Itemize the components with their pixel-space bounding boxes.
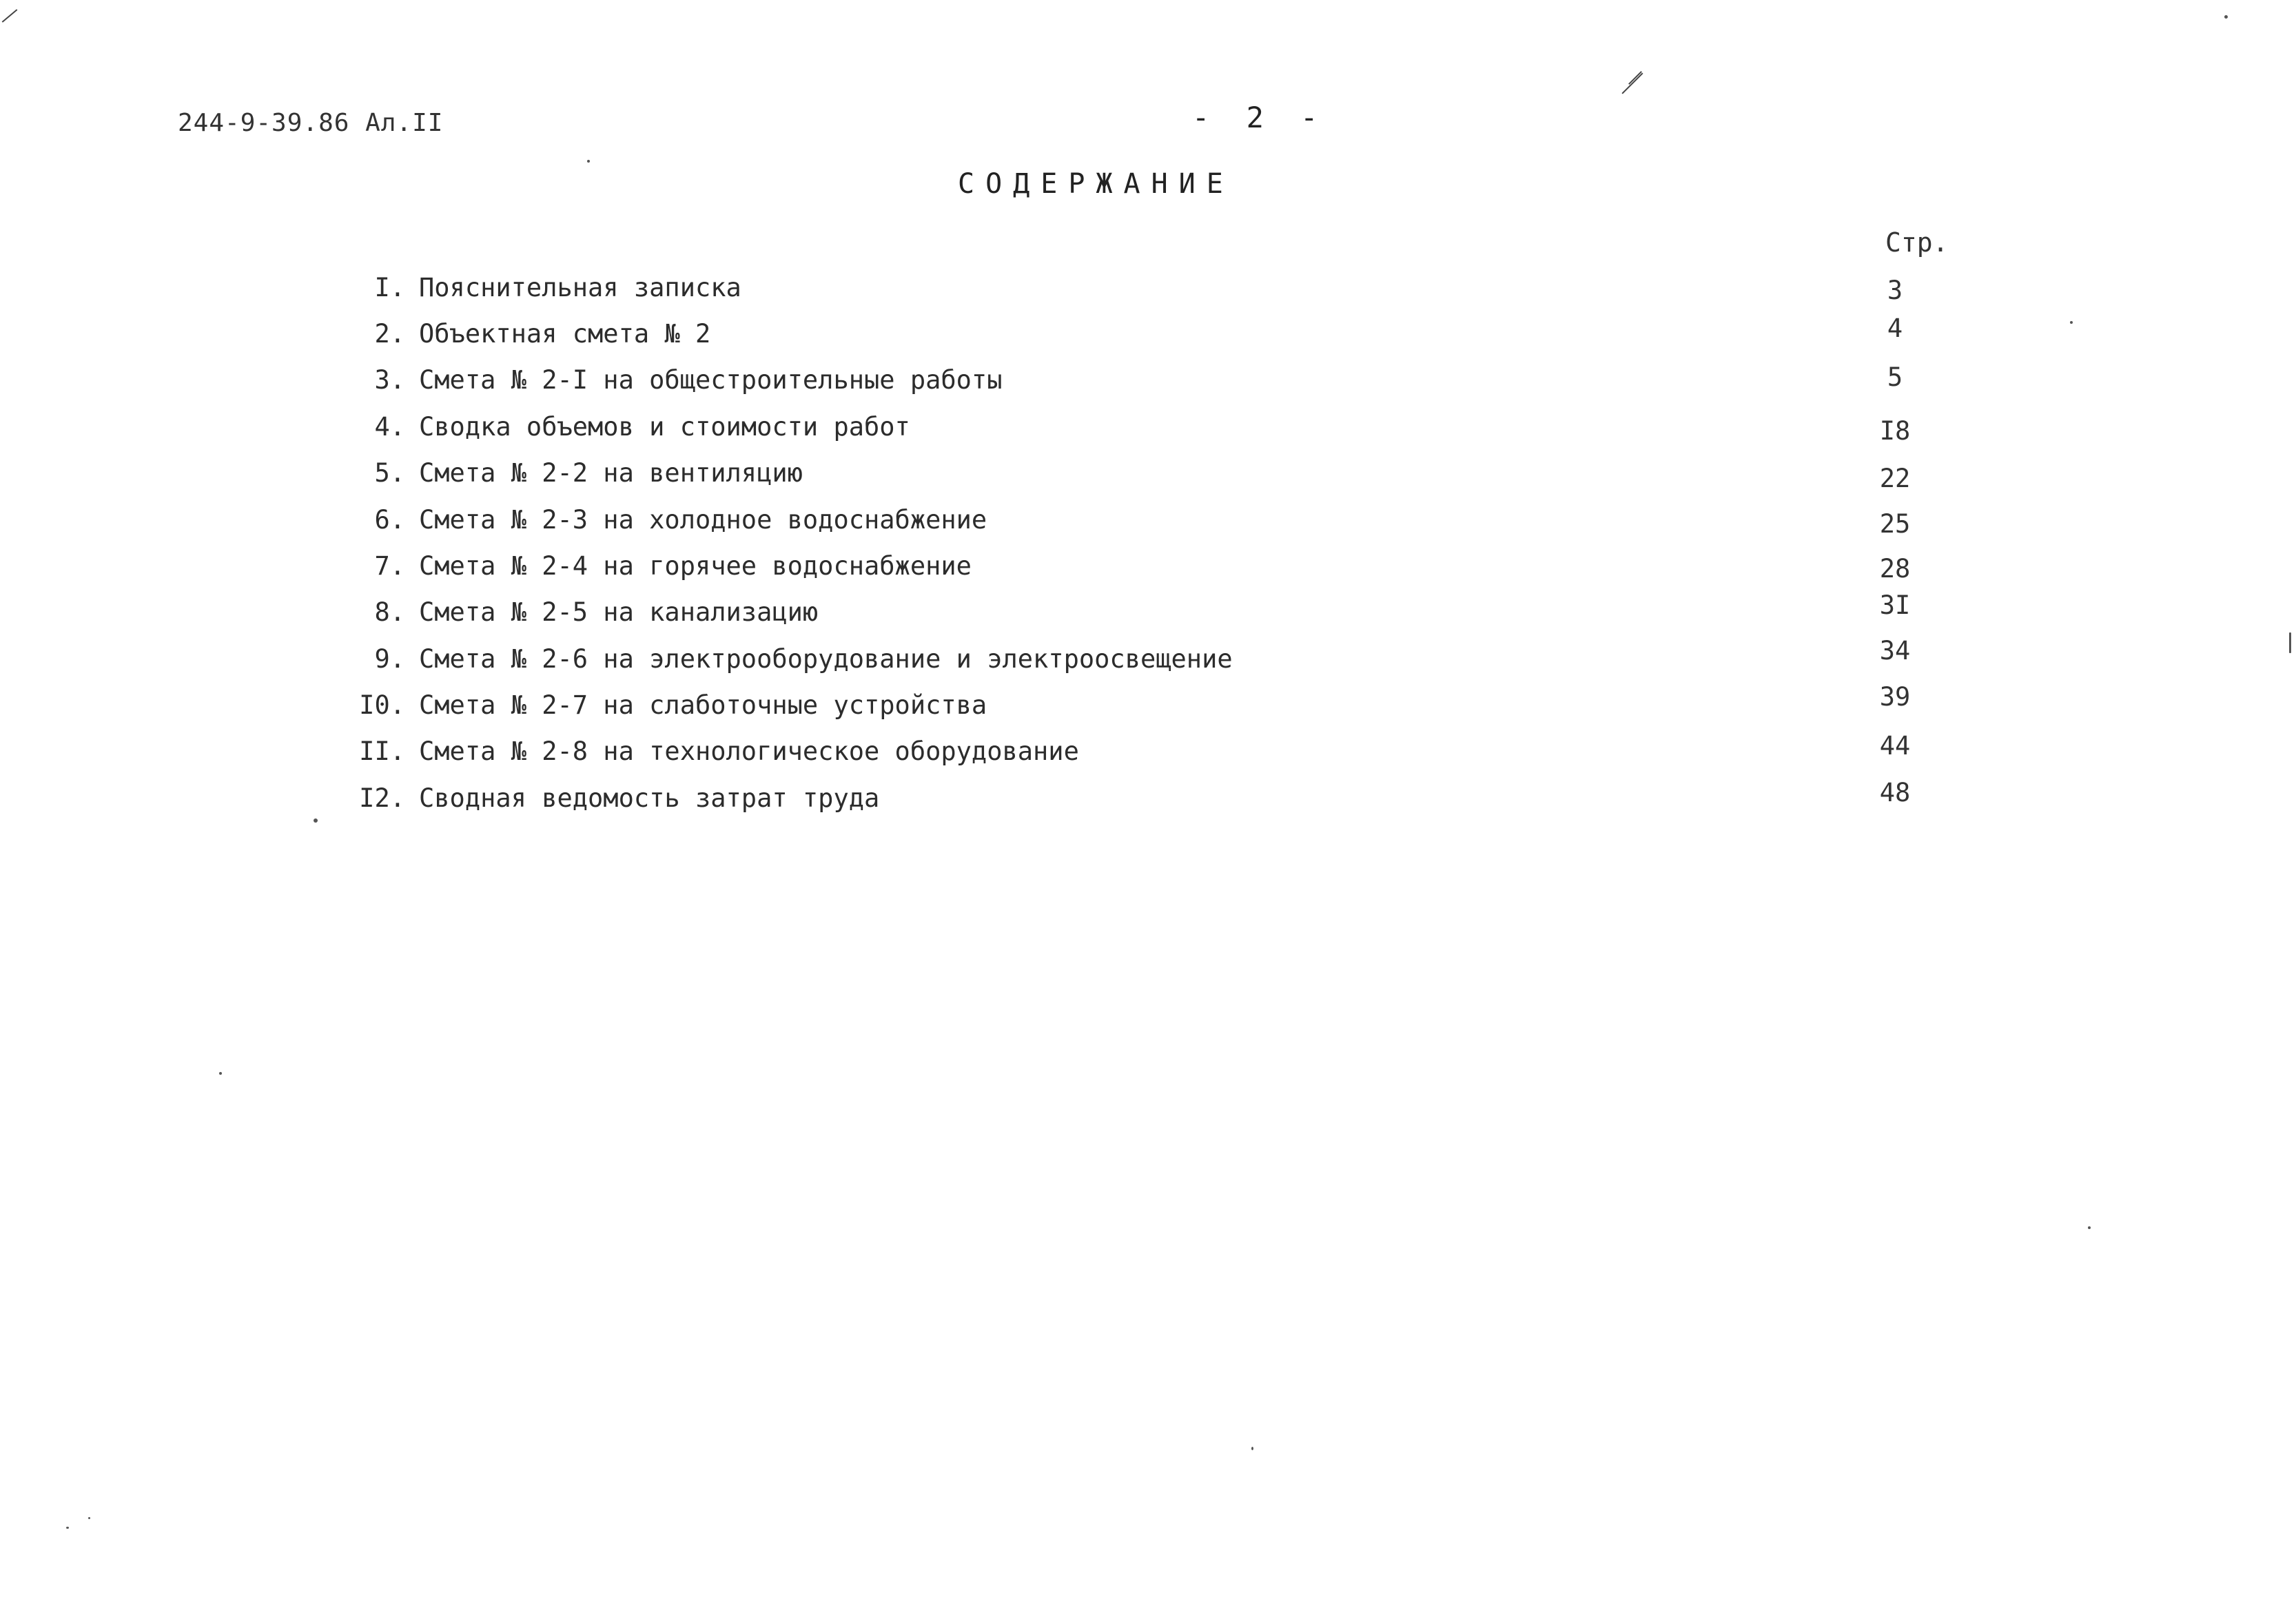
toc-row (0, 636, 2296, 679)
toc-row (0, 313, 2296, 353)
toc-row (0, 778, 2296, 818)
toc-page: 48 (1879, 778, 1911, 807)
toc-row (0, 505, 2296, 539)
toc-title: Сводная ведомость затрат труда (419, 783, 880, 813)
toc-title: Смета № 2-8 на технологическое оборудование (419, 736, 1079, 766)
scan-speck (1251, 1447, 1253, 1450)
toc-number: 3. (374, 365, 405, 395)
page-title: СОДЕРЖАНИЕ (958, 168, 1234, 200)
toc-row (0, 458, 2296, 493)
toc-number: I. (374, 273, 405, 302)
scan-mark (1628, 71, 1642, 85)
toc-page: 34 (1879, 636, 1911, 666)
document-code: 244-9-39.86 Ал.II (178, 109, 444, 137)
page-number: - 2 - (1192, 101, 1328, 134)
scan-mark (1621, 72, 1643, 94)
scan-speck (88, 1517, 90, 1519)
toc-page: 22 (1879, 464, 1911, 493)
scan-speck (2070, 321, 2073, 324)
toc-title: Пояснительная записка (419, 273, 741, 302)
toc-page: 5 (1887, 362, 1903, 392)
toc-number: 4. (374, 412, 405, 442)
scan-speck (2289, 632, 2291, 653)
toc-number: I2. (359, 783, 405, 813)
scan-speck (2088, 1226, 2091, 1229)
toc-page: 44 (1879, 731, 1911, 761)
toc-title: Смета № 2-2 на вентиляцию (419, 458, 803, 488)
toc-number: 8. (374, 597, 405, 627)
toc-row (0, 412, 2296, 446)
toc-row (0, 590, 2296, 632)
toc-number: 7. (374, 551, 405, 581)
toc-title: Смета № 2-3 на холодное водоснабжение (419, 505, 987, 535)
toc-number: 5. (374, 458, 405, 488)
toc-title: Смета № 2-6 на электрооборудование и электроосвещение (419, 644, 1233, 674)
toc-row (0, 731, 2296, 771)
scan-mark (2, 9, 18, 23)
scan-speck (587, 160, 590, 163)
toc-title: Смета № 2-5 на канализацию (419, 597, 819, 627)
toc-title: Сводка объемов и стоимости работ (419, 412, 910, 442)
scan-speck (314, 818, 318, 823)
toc-row (0, 273, 2296, 307)
toc-row (0, 551, 2296, 586)
toc-title: Смета № 2-7 на слаботочные устройства (419, 690, 987, 720)
page-column-label: Стр. (1885, 227, 1949, 258)
toc-page: 39 (1879, 682, 1911, 712)
toc-page: 3 (1887, 276, 1903, 305)
scan-speck (66, 1527, 69, 1529)
toc-page: 28 (1879, 554, 1911, 584)
toc-number: I0. (359, 690, 405, 720)
toc-page: 25 (1879, 509, 1911, 539)
toc-row (0, 682, 2296, 725)
toc-number: 6. (374, 505, 405, 535)
toc-number: 2. (374, 319, 405, 349)
toc-title: Смета № 2-I на общестроительные работы (419, 365, 1003, 395)
toc-title: Объектная смета № 2 (419, 319, 711, 349)
toc-page: 3I (1879, 590, 1911, 620)
toc-page: 4 (1887, 313, 1903, 343)
toc-number: 9. (374, 644, 405, 674)
scan-speck (219, 1072, 222, 1075)
scan-speck (2224, 15, 2228, 19)
toc-number: II. (359, 736, 405, 766)
toc-row (0, 362, 2296, 400)
toc-page: I8 (1879, 416, 1911, 446)
toc-title: Смета № 2-4 на горячее водоснабжение (419, 551, 972, 581)
